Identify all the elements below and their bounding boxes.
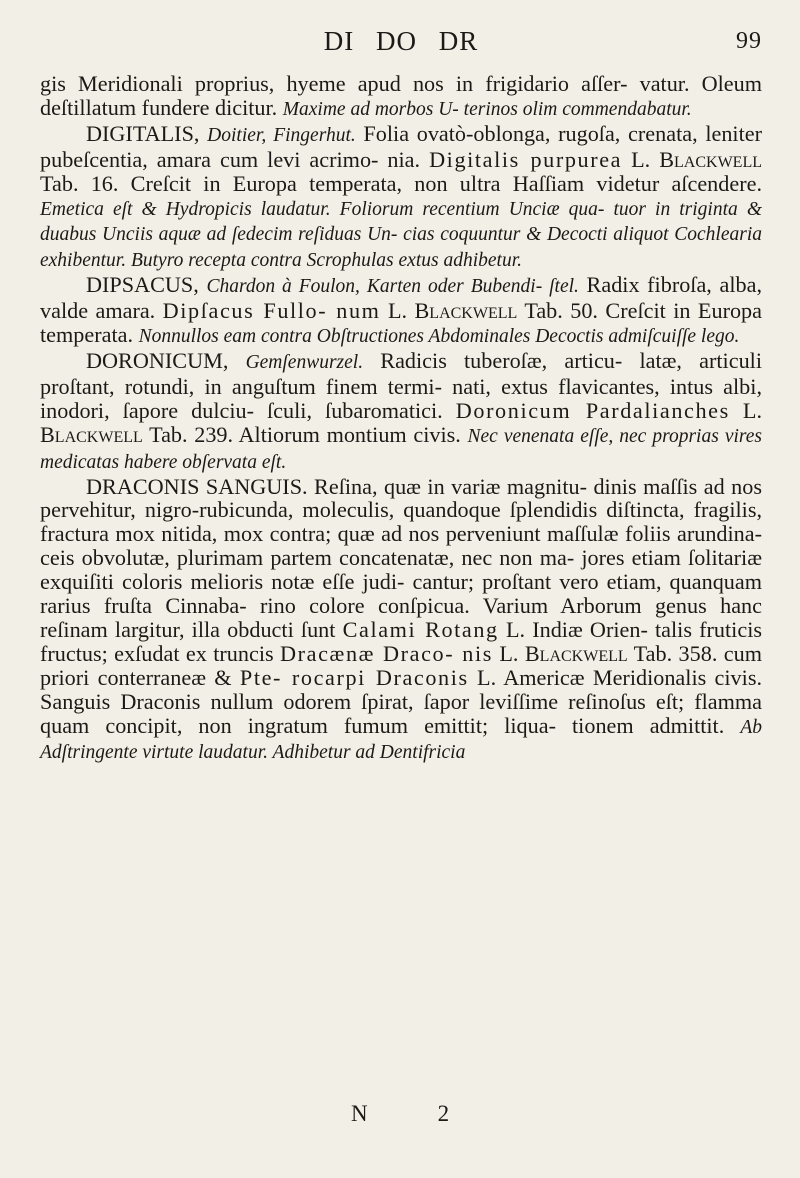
digitalis-text-run: Folia ovatò-oblonga, rugoſa, crenata, leniter pubeſcentia, amara cum levi acrimo- nia.: [40, 120, 762, 172]
cont-text-run: gis Meridionali proprius, hyeme apud nos in frigidario aſſer- vatur. Oleum deſtillatum fundere dicitur.: [40, 71, 762, 120]
digitalis-text-run: Blackwell: [659, 146, 762, 172]
dipsacus-text-run: Chardon à Foulon, Karten oder Bubendi- ſtel.: [206, 276, 579, 298]
digitalis-text-run: DIGITALIS,: [86, 120, 208, 146]
signature-letter: N: [350, 1101, 368, 1126]
signature-number: 2: [437, 1101, 450, 1126]
doronicum-text-run: Doronicum Pardalianches: [455, 397, 730, 423]
draconis-text-run: Dracænæ Draco- nis: [280, 640, 493, 666]
cont-text-run: Maxime ad morbos U- terinos olim commendabatur.: [282, 98, 692, 120]
entry-draconis-sanguis: [40, 475, 762, 766]
dipsacus-text-run: Nonnullos eam contra Obſtructiones Abdominales Decoctis admiſcuiſſe lego.: [138, 326, 740, 348]
doronicum-text-run: Gemſenwurzel.: [245, 351, 364, 373]
dipsacus-text-run: Radix fibroſa, alba, valde amara.: [40, 272, 762, 324]
entry-digitalis: [40, 122, 762, 273]
digitalis-text-run: Digitalis purpurea: [429, 146, 623, 172]
draconis-text-run: DRACONIS SANGUIS. Reſina, quæ in variæ magnitu- dinis maſſis ad nos pervehitur, nigro-rubicunda, moleculis, quandoque ſplendidis diſtincta, fragilis, fractura mox nitida, mox contra; quæ ad nos perveniunt maſſulæ foliis arundina- ceis obvolutæ, plurimam partem concatenatæ, nec non ma- jores etiam ſolitariæ exquiſiti coloris melioris notæ eſſe judi- cantur; proſtant vero etiam, quanquam rarius fruſta Cinnaba- rino colore conſpicua. Varium Arborum genus hanc reſinam largitur, illa obducti ſunt: [40, 473, 762, 642]
entry-dipsacus: [40, 273, 762, 349]
dipsacus-text-run: Dipſacus Fullo- num: [162, 298, 381, 324]
draconis-text-run: Pte- rocarpi Draconis: [239, 664, 469, 690]
doronicum-text-run: Nec venenata eſſe, nec proprias vires medicatas habere obſervata eſt.: [40, 425, 763, 473]
draconis-text-run: Ab Adſtringente virtute laudatur. Adhibetur ad Dentifricia: [40, 716, 762, 764]
dipsacus-text-run: Blackwell: [414, 298, 518, 324]
doronicum-text-run: Radicis tuberoſæ, articu- latæ, articuli proſtant, rotundi, in anguſtum finem termi- nati, extus flavicantes, intus albi, inodori, ſapore dulciu- ſculi, ſubaromatici.: [40, 347, 762, 423]
dipsacus-text-run: L.: [380, 298, 415, 324]
dipsacus-text-run: Tab. 50. Creſcit in Europa temperata.: [40, 298, 762, 348]
doronicum-text-run: L.: [729, 397, 762, 423]
digitalis-text-run: Emetica eſt & Hydropicis laudatur. Foliorum recentium Unciæ qua- tuor in triginta & duabus Unciis aquæ ad ſedecim reſiduas Un- cias coquuntur & Decocti aliquot Cochlearia exhibentur. Butyro recepta contra Scrophulas extus adhibetur.: [40, 198, 762, 272]
entry-doronicum: [40, 349, 762, 475]
draconis-text-run: Blackwell: [524, 640, 628, 666]
draconis-text-run: Calami Rotang: [342, 616, 499, 642]
doronicum-text-run: Blackwell: [40, 421, 143, 447]
book-page: [40, 20, 762, 765]
digitalis-text-run: L.: [622, 146, 660, 172]
running-title: DI DO DR: [323, 26, 479, 56]
body-text: [40, 72, 762, 765]
page-number: 99: [736, 28, 762, 54]
doronicum-text-run: Tab. 239. Altiorum montium civis.: [142, 421, 468, 447]
paragraph-continuation: [40, 72, 762, 122]
signature-mark: [0, 1101, 800, 1127]
doronicum-text-run: DORONICUM,: [86, 347, 246, 373]
draconis-text-run: L. Indiæ Orien- talis fruticis fructus; exſudat ex truncis: [40, 616, 762, 666]
digitalis-text-run: Tab. 16. Creſcit in Europa temperata, non ultra Haſſiam videtur aſcendere.: [40, 170, 762, 196]
draconis-text-run: L.: [492, 640, 525, 666]
dipsacus-text-run: DIPSACUS,: [86, 272, 207, 298]
page-header: [40, 20, 762, 64]
digitalis-text-run: Doitier, Fingerhut.: [207, 124, 356, 146]
draconis-text-run: Tab. 358. cum priori conterraneæ &: [40, 640, 762, 690]
draconis-text-run: L. Americæ Meridionalis civis. Sanguis Draconis nullum odorem ſpirat, ſapor leviſſime reſinoſus eſt; flamma quam concipit, non ingratum fumum emittit; liqua- tionem admittit.: [40, 664, 762, 738]
